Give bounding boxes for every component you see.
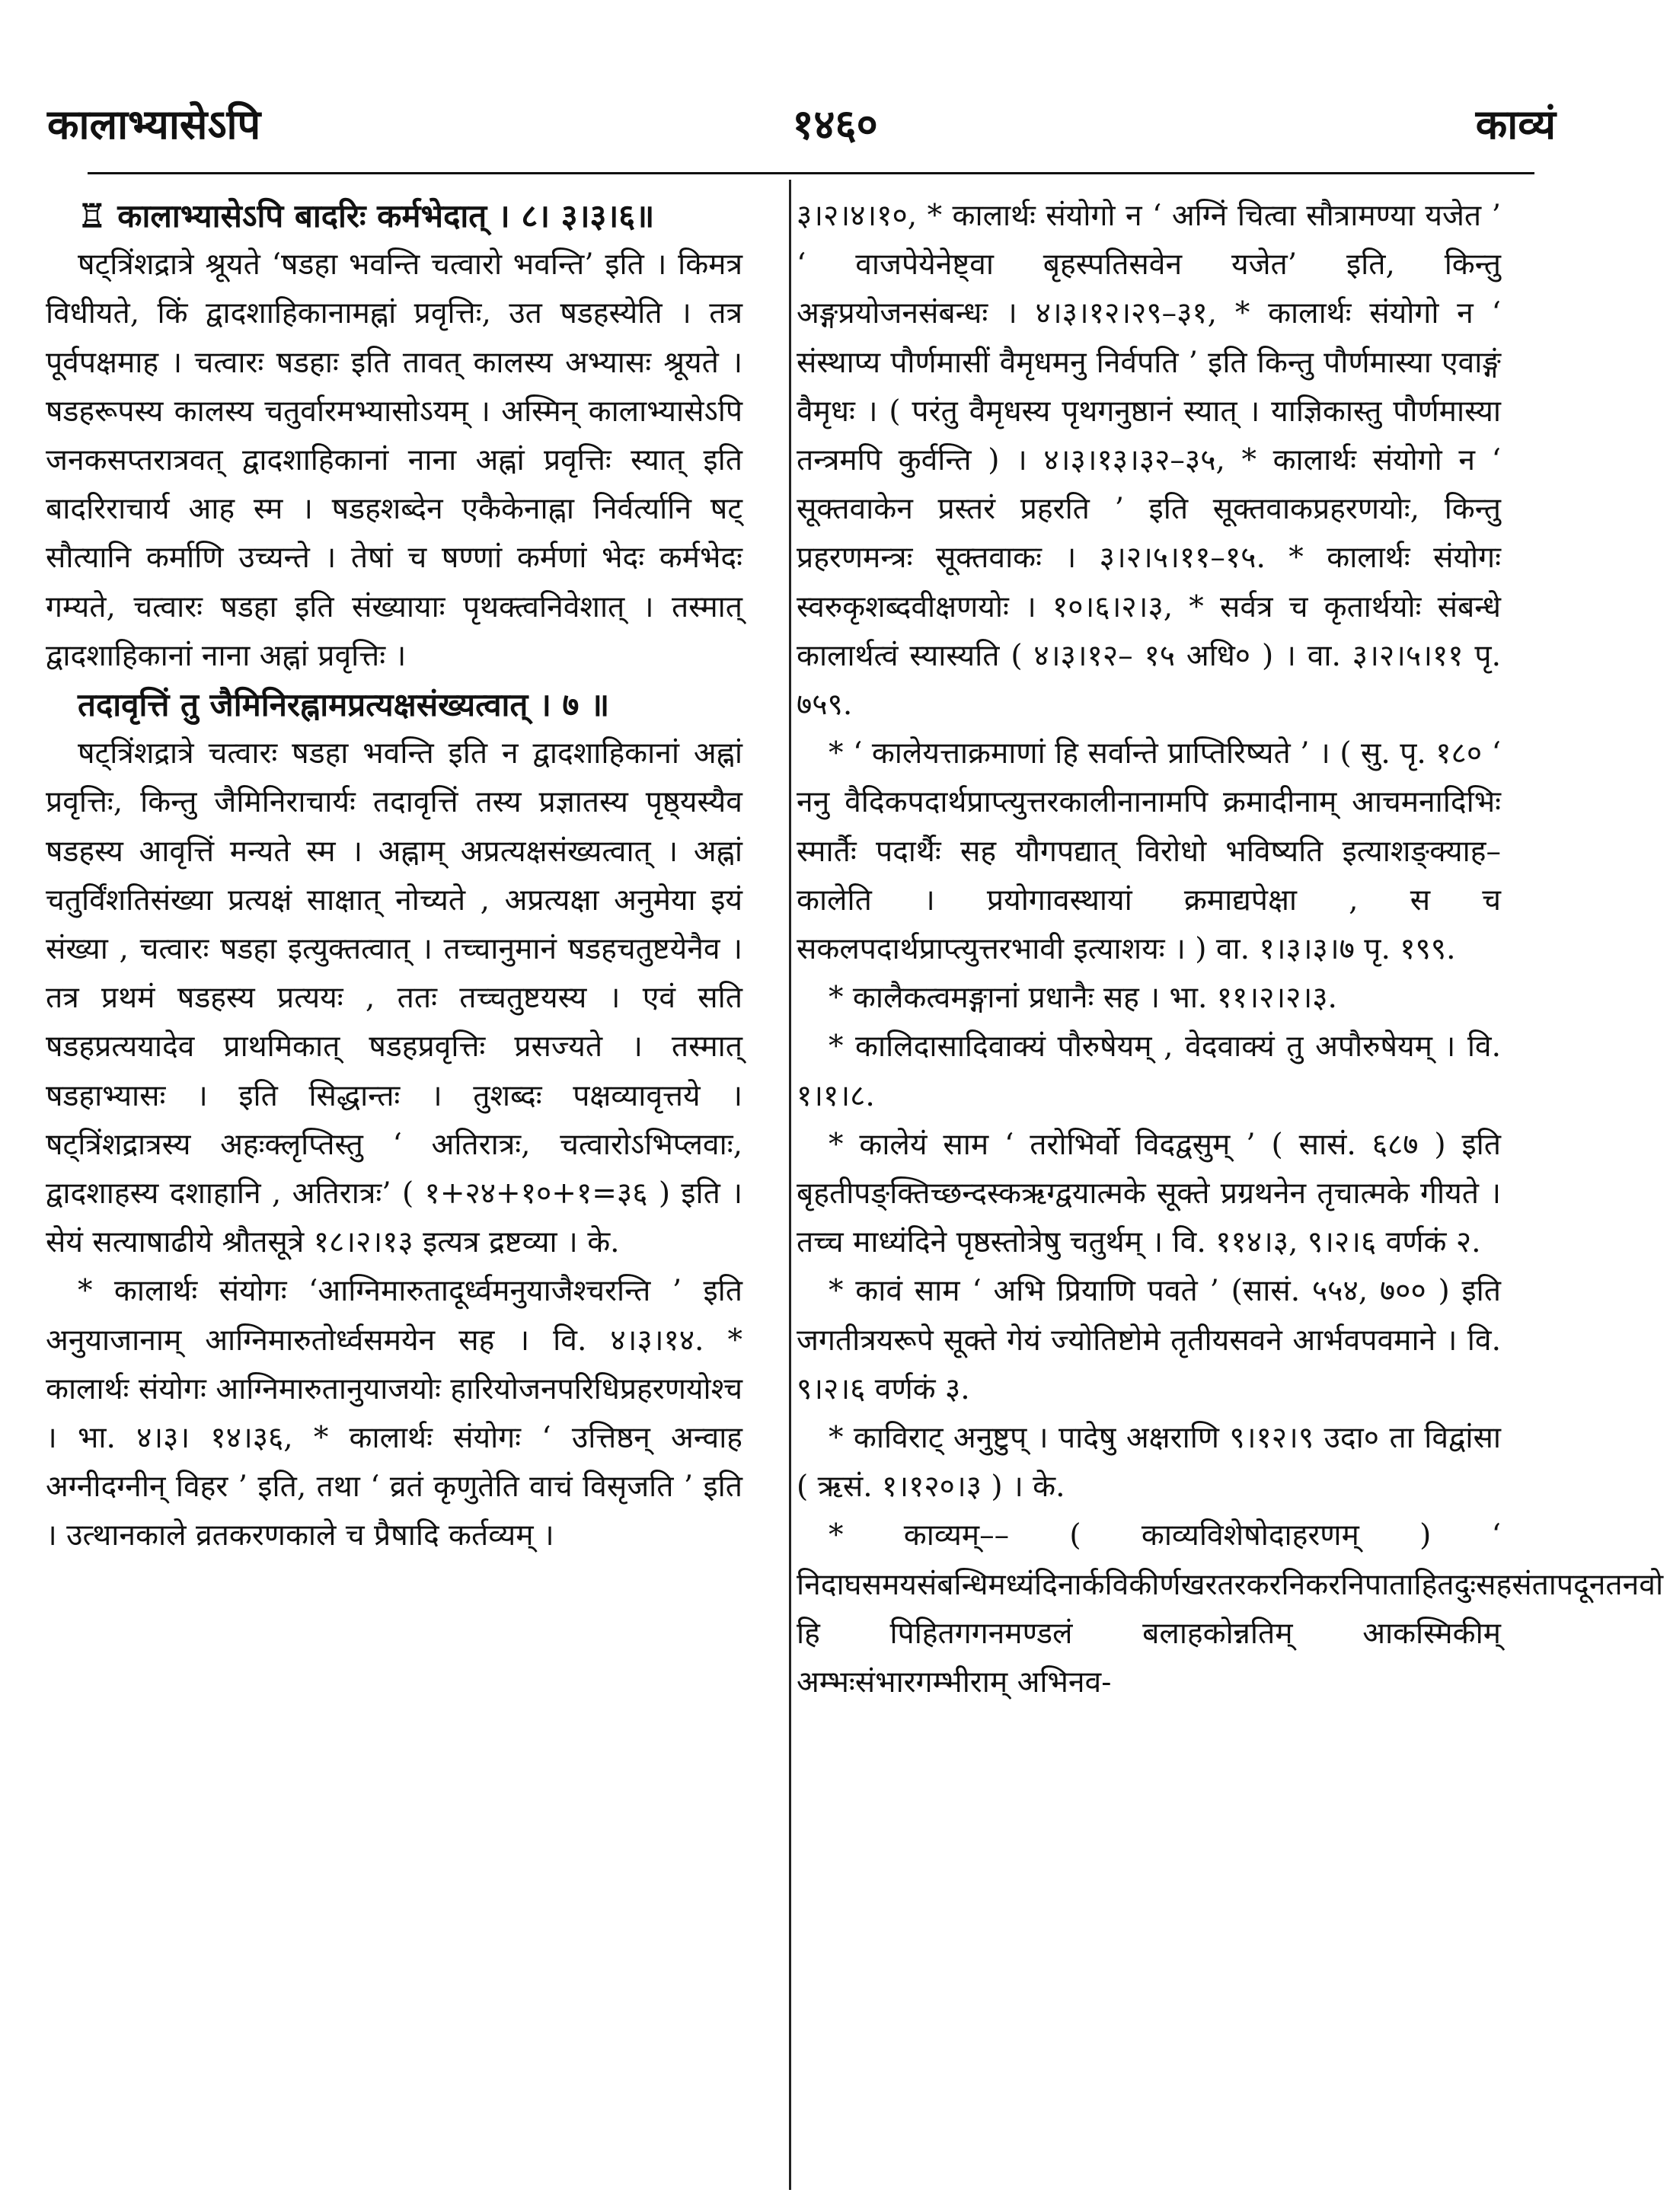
sutra-marker-icon: ♖: [78, 197, 107, 235]
sutra-text: कालाभ्यासेऽपि बादरिः कर्मभेदात् । ८। ३।३।६॥: [117, 197, 655, 235]
left-column: [46, 192, 742, 1561]
entry-kavyam: * काव्यम्–– ( काव्यविशेषोदाहरणम् ) ‘ निदाघसमयसंबन्धिमध्यंदिनार्कविकीर्णखरतरकरनिकरनिपाताहितदुःसहसंतापदूनतनवो हि पिहितगगनमण्डलं बलाहकोन्नतिम् आकस्मिकीम् अम्भःसंभारगम्भीराम् अभिनव-: [797, 1518, 1664, 1700]
running-head-right: काव्यं: [1475, 100, 1556, 148]
entry-kaleyatta: * ‘ कालेयत्ताक्रमाणां हि सर्वान्ते प्राप्तिरिष्यते ’ । ( सु. पृ. १८० ‘ ननु वैदिकपदार्थप्राप्त्युत्तरकालीनानामपि क्रमादीनाम् आचमनादिभिः स्मार्तैः पदार्थैः सह यौगपद्यात् विरोधो भविष्यति इत्याशङ्क्याह–कालेति । प्रयोगावस्थायां क्रमाद्यपेक्षा , स च सकलपदार्थप्राप्त्युत्तरभावी इत्याशयः । ) वा. १।३।३।७ पृ. १९९.: [797, 736, 1501, 967]
entry-kaleyam-sama: * कालेयं साम ‘ तरोभिर्वो विदद्वसुम् ’ ( सासं. ६८७ ) इति बृहतीपङ्क्तिच्छन्दस्कऋग्द्वयात्मके सूक्ते प्रग्रथनेन तृचात्मके गीयते । तच्च माध्यंदिने पृष्ठस्तोत्रेषु चतुर्थम् । वि. ११४।३, ९।२।६ वर्णकं २.: [797, 1127, 1501, 1260]
entry-kavirat: * काविराट् अनुष्टुप् । पादेषु अक्षराणि ९।१२।९ उदा० ता विद्वांसा ( ऋसं. १।१२०।३ ) । के.: [797, 1421, 1501, 1505]
entry-kalaikatvam: * कालैकत्वमङ्गानां प्रधानैः सह । भा. ११।२।२।३.: [829, 981, 1337, 1016]
right-column: [797, 192, 1664, 1707]
entry-kalidasadi: * कालिदासादिवाक्यं पौरुषेयम् , वेदवाक्यं तु अपौरुषेयम् । वि. १।१।८.: [797, 1029, 1501, 1113]
column-divider: [789, 180, 791, 2190]
sutra-heading-tadavrtti: तदावृत्तिं तु जैमिनिरह्नामप्रत्यक्षसंख्यत्वात् । ७ ॥: [78, 686, 610, 724]
paragraph-jaimini-view: षट्त्रिंशद्रात्रे चत्वारः षडहा भवन्ति इति न द्वादशाहिकानां अह्नां प्रवृत्तिः, किन्तु जैमिनिराचार्यः तदावृत्तिं तस्य प्रज्ञातस्य पृष्ठ्यस्यैव षडहस्य आवृत्तिं मन्यते स्म । अह्नाम् अप्रत्यक्षसंख्यत्वात् । अह्नां चतुर्विंशतिसंख्या प्रत्यक्षं साक्षात् नोच्यते , अप्रत्यक्षा अनुमेया इयं संख्या , चत्वारः षडहा इत्युक्तत्वात् । तच्चानुमानं षडहचतुष्टयेनैव । तत्र प्रथमं षडहस्य प्रत्ययः , ततः तच्चतुष्टयस्य । एवं सति षडहप्रत्ययादेव प्राथमिकात् षडहप्रवृत्तिः प्रसज्यते । तस्मात् षडहाभ्यासः । इति सिद्धान्तः । तुशब्दः पक्षव्यावृत्तये । षट्त्रिंशद्रात्रस्य अहःक्लृप्तिस्तु ‘ अतिरात्रः, चत्वारोऽभिप्लवाः, द्वादशाहस्य दशाहानि , अतिरात्रः’ ( १+२४+१०+१=३६ ) इति । सेयं सत्याषाढीये श्रौतसूत्रे १८।२।१३ इत्यत्र द्रष्टव्या । के.: [46, 736, 742, 1260]
entry-kavam-sama: * कावं साम ‘ अभि प्रियाणि पवते ’ (सासं. ५५४, ७०० ) इति जगतीत्रयरूपे सूक्ते गेयं ज्योतिष्टोमे तृतीयसवने आर्भवपवमाने । वि. ९।२।६ वर्णकं ३.: [797, 1274, 1501, 1406]
sutra-heading-kalabhyase: [46, 192, 742, 241]
header-rule: [88, 172, 1534, 174]
paragraph-badari-view: षट्त्रिंशद्रात्रे श्रूयते ‘षडहा भवन्ति चत्वारो भवन्ति’ इति । किमत्र विधीयते, किं द्वादशाहिकानामह्नां प्रवृत्तिः, उत षडहस्येति । तत्र पूर्वपक्षमाह । चत्वारः षडहाः इति तावत् कालस्य अभ्यासः श्रूयते । षडहरूपस्य कालस्य चतुर्वारमभ्यासोऽयम् । अस्मिन् कालाभ्यासेऽपि जनकसप्तरात्रवत् द्वादशाहिकानां नाना अह्नां प्रवृत्तिः स्यात् इति बादरिराचार्य आह स्म । षडहशब्देन एकैकेनाह्ना निर्वर्त्यानि षट् सौत्यानि कर्माणि उच्यन्ते । तेषां च षण्णां कर्मणां भेदः कर्मभेदः गम्यते, चत्वारः षडहा इति संख्यायाः पृथक्त्वनिवेशात् । तस्मात् द्वादशाहिकानां नाना अह्नां प्रवृत्तिः ।: [46, 247, 742, 673]
paragraph-continuation: ३।२।४।१०, * कालार्थः संयोगो न ‘ अग्निं चित्वा सौत्रामण्या यजेत ’ ‘ वाजपेयेनेष्ट्वा बृहस्पतिसवेन यजेत’ इति, किन्तु अङ्गप्रयोजनसंबन्धः । ४।३।१२।२९–३१, * कालार्थः संयोगो न ‘ संस्थाप्य पौर्णमासीं वैमृधमनु निर्वपति ’ इति किन्तु पौर्णमास्या एवाङ्गं वैमृधः । ( परंतु वैमृधस्य पृथगनुष्ठानं स्यात् । याज्ञिकास्तु पौर्णमास्या तन्त्रमपि कुर्वन्ति ) । ४।३।१३।३२–३५, * कालार्थः संयोगो न ‘ सूक्तवाकेन प्रस्तरं प्रहरति ’ इति सूक्तवाकप्रहरणयोः, किन्तु प्रहरणमन्त्रः सूक्तवाकः । ३।२।५।११–१५. * कालार्थः संयोगः स्वरुकृशब्दवीक्षणयोः । १०।६।२।३, * सर्वत्र च कृतार्थयोः संबन्धे कालार्थत्वं स्यास्यति ( ४।३।१२– १५ अधि० ) । वा. ३।२।५।११ पृ. ७५९.: [797, 199, 1501, 723]
entry-kalarthah-samyogah: * कालार्थः संयोगः ‘आग्निमारुतादूर्ध्वमनुयाजैश्चरन्ति ’ इति अनुयाजानाम् आग्निमारुतोर्ध्वसमयेन सह । वि. ४।३।१४. * कालार्थः संयोगः आग्निमारुतानुयाजयोः हारियोजनपरिधिप्रहरणयोश्च । भा. ४।३। १४।३६, * कालार्थः संयोगः ‘ उत्तिष्ठन् अन्वाह अग्नीदग्नीन् विहर ’ इति, तथा ‘ व्रतं कृणुतेति वाचं विसृजति ’ इति । उत्थानकाले व्रतकरणकाले च प्रैषादि कर्तव्यम् ।: [46, 1274, 742, 1553]
running-head-left: कालाभ्यासेऽपि: [47, 100, 261, 148]
page-number: १४६०: [792, 100, 878, 148]
